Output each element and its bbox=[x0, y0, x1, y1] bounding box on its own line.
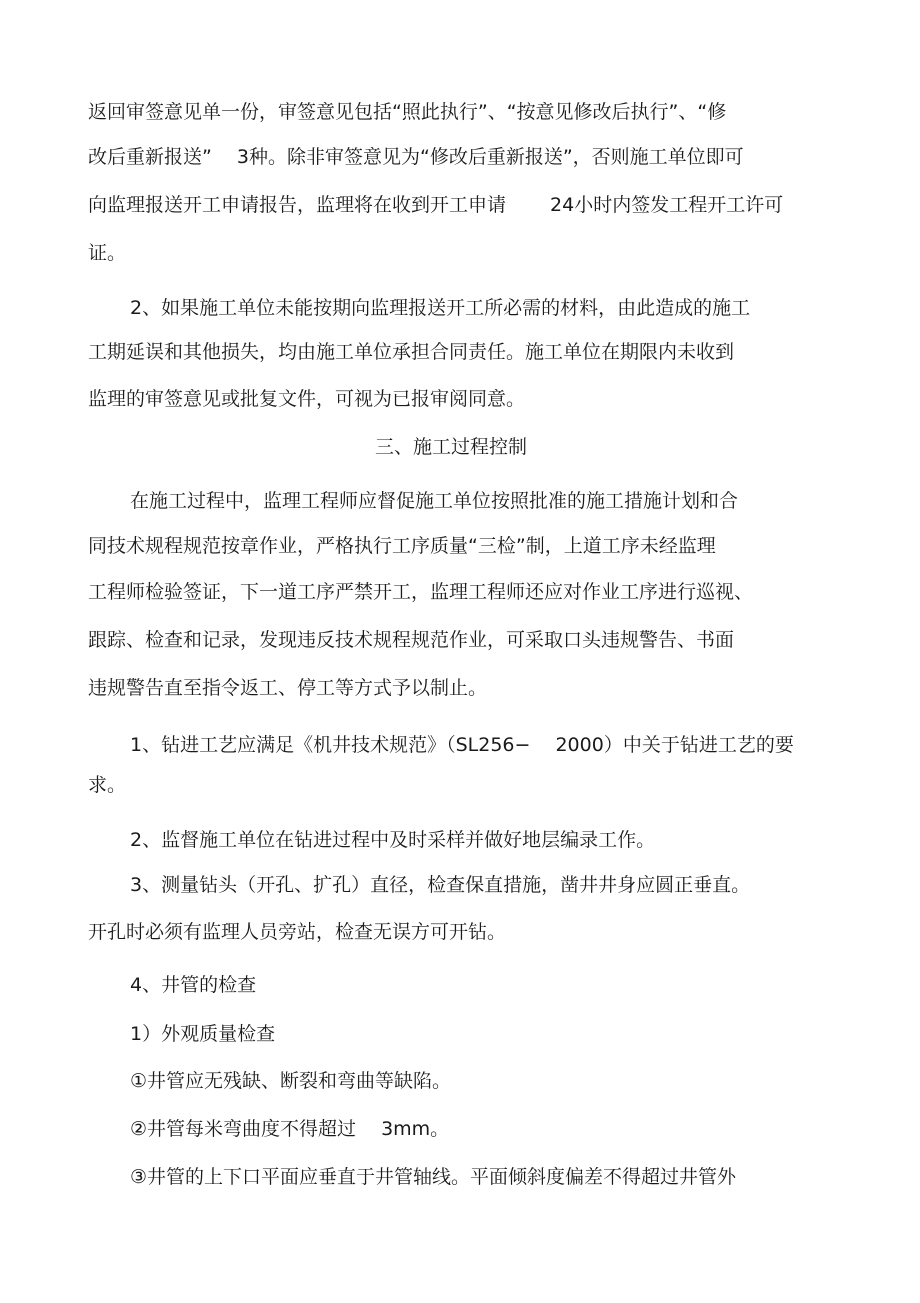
body-text-line: 在施工过程中，监理工程师应督促施工单位按照批准的施工措施计划和合 bbox=[130, 490, 739, 512]
section-heading: 三、施工过程控制 bbox=[375, 436, 528, 458]
body-text-line: 工期延误和其他损失，均由施工单位承担合同责任。施工单位在期限内未收到 bbox=[88, 341, 735, 363]
body-text-line: 证。 bbox=[88, 242, 127, 264]
list-item-heading: 4、井管的检查 bbox=[130, 974, 257, 996]
body-text-line: 向监理报送开工申请报告，监理将在收到开工申请 24小时内签发工程开工许可 bbox=[88, 194, 784, 216]
check-item-text: ②井管每米弯曲度不得超过 3mm。 bbox=[130, 1118, 450, 1140]
body-text-line: 2、如果施工单位未能按期向监理报送开工所必需的材料，由此造成的施工 bbox=[130, 297, 751, 319]
body-text-line: 工程师检验签证，下一道工序严禁开工，监理工程师还应对作业工序进行巡视、 bbox=[88, 581, 754, 603]
list-item-text: 2、监督施工单位在钻进过程中及时采样并做好地层编录工作。 bbox=[130, 829, 656, 851]
sub-item-heading: 1）外观质量检查 bbox=[130, 1023, 276, 1045]
list-item-text: 3、测量钻头（开孔、扩孔）直径，检查保直措施，凿井井身应圆正垂直。 bbox=[130, 874, 751, 896]
body-text-line: 返回审签意见单一份，审签意见包括“照此执行”、“按意见修改后执行”、“修 bbox=[88, 101, 727, 123]
body-text-line: 跟踪、检查和记录，发现违反技术规程规范作业，可采取口头违规警告、书面 bbox=[88, 629, 735, 651]
check-item-text: ③井管的上下口平面应垂直于井管轴线。平面倾斜度偏差不得超过井管外 bbox=[130, 1166, 737, 1188]
body-text-line: 违规警告直至指令返工、停工等方式予以制止。 bbox=[88, 677, 488, 699]
list-item-text: 1、钻进工艺应满足《机井技术规范》（SL256− 2000）中关于钻进工艺的要 bbox=[130, 734, 794, 756]
list-item-text: 开孔时必须有监理人员旁站，检查无误方可开钻。 bbox=[88, 921, 507, 943]
body-text-line: 同技术规程规范按章作业，严格执行工序质量“三检”制，上道工序未经监理 bbox=[88, 535, 716, 557]
check-item-text: ①井管应无残缺、断裂和弯曲等缺陷。 bbox=[130, 1070, 452, 1092]
body-text-line: 监理的审签意见或批复文件，可视为已报审阅同意。 bbox=[88, 388, 526, 410]
list-item-text: 求。 bbox=[88, 774, 127, 796]
body-text-line: 改后重新报送” 3种。除非审签意见为“修改后重新报送”，否则施工单位即可 bbox=[88, 146, 744, 168]
